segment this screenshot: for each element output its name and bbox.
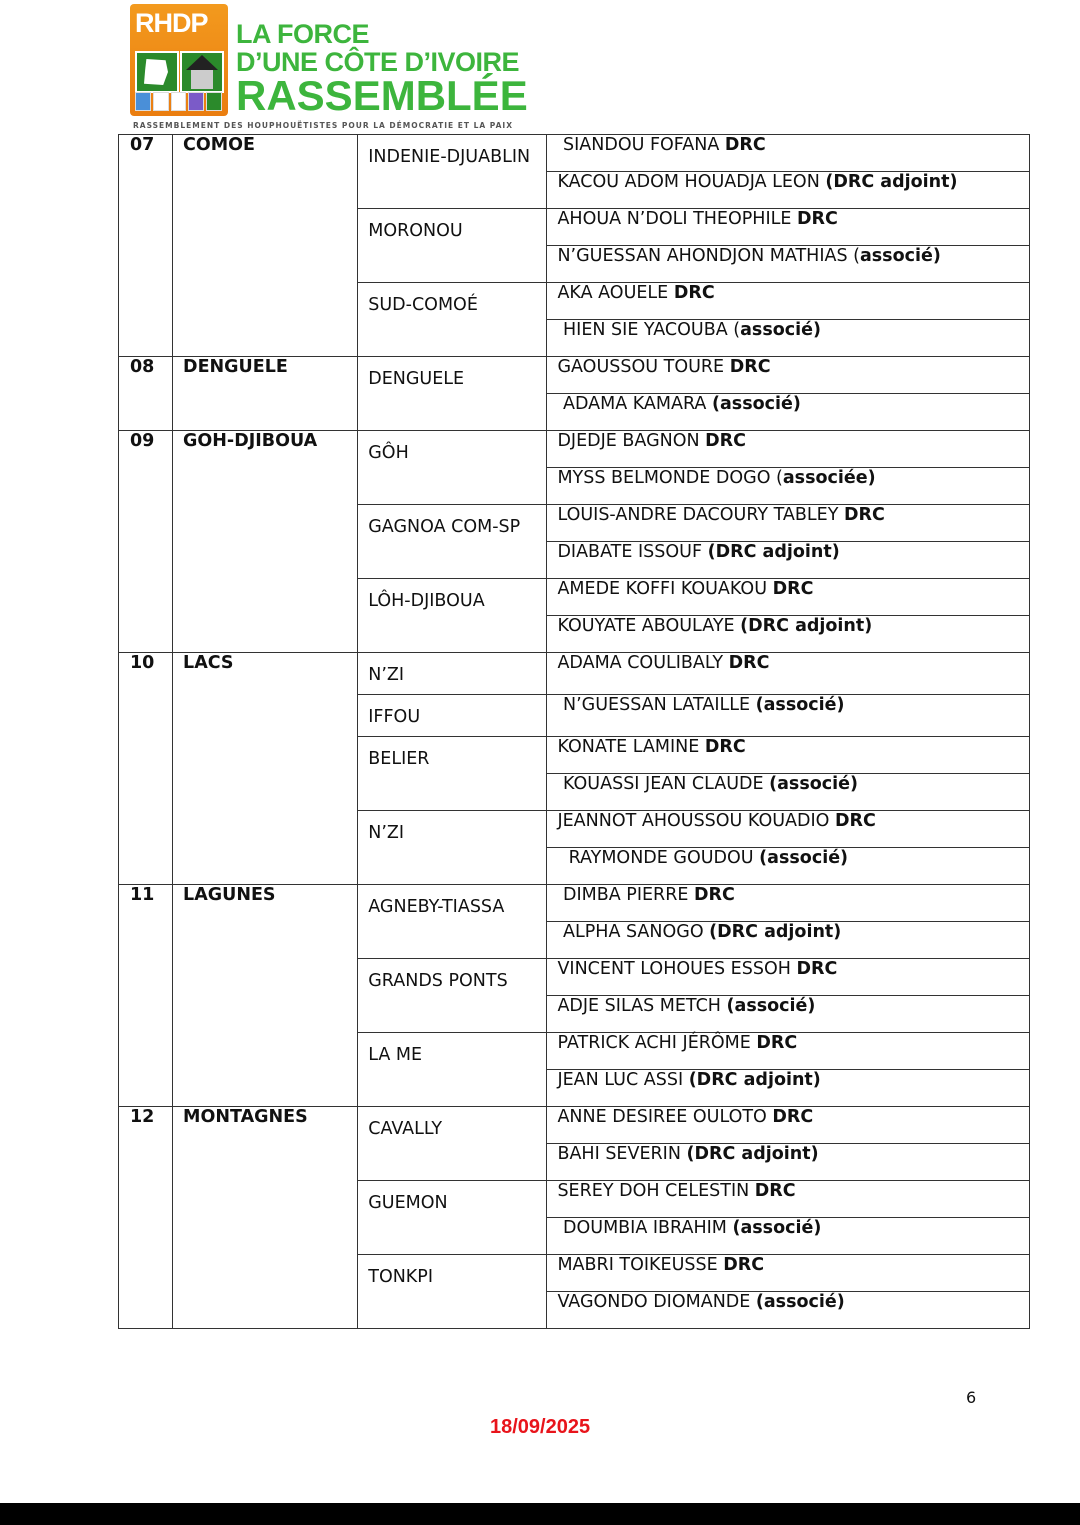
person-entry bbox=[547, 394, 1030, 431]
person-role: DRC bbox=[772, 1107, 814, 1127]
person-name: LOUIS-ANDRE DACOURY TABLEY bbox=[557, 505, 844, 525]
ivory-coast-map-icon bbox=[135, 51, 179, 93]
person-name: DIMBA PIERRE bbox=[557, 885, 695, 905]
person-role: associé) bbox=[740, 320, 822, 340]
person-role: DRC bbox=[834, 811, 876, 831]
person-role: associé) bbox=[859, 246, 941, 266]
document-date: 18/09/2025 bbox=[490, 1416, 591, 1438]
region-number: 12 bbox=[119, 1107, 173, 1329]
person-role: DRC bbox=[704, 737, 746, 757]
region-name: GOH-DJIBOUA bbox=[173, 431, 358, 653]
department-name: N’ZI bbox=[358, 811, 547, 885]
region-number: 09 bbox=[119, 431, 173, 653]
person-name: SEREY DOH CELESTIN bbox=[557, 1181, 755, 1201]
rhdp-logo bbox=[130, 4, 228, 116]
person-entry bbox=[547, 542, 1030, 579]
person-entry bbox=[547, 1255, 1030, 1292]
person-name: JEAN LUC ASSI bbox=[557, 1070, 689, 1090]
person-entry bbox=[547, 922, 1030, 959]
person-role: DRC bbox=[796, 959, 838, 979]
region-name: MONTAGNES bbox=[173, 1107, 358, 1329]
person-role: DRC bbox=[797, 209, 838, 229]
person-name: KACOU ADOM HOUADJA LEON bbox=[557, 172, 826, 192]
department-name: LA ME bbox=[358, 1033, 547, 1107]
person-entry bbox=[547, 959, 1030, 996]
person-entry bbox=[547, 737, 1030, 774]
person-entry bbox=[547, 616, 1030, 653]
department-name: LÔH-DJIBOUA bbox=[358, 579, 547, 653]
bottom-bar bbox=[0, 1503, 1080, 1525]
person-role: associée) bbox=[782, 468, 876, 488]
person-entry bbox=[547, 283, 1030, 320]
person-entry bbox=[547, 172, 1030, 209]
person-entry bbox=[547, 848, 1030, 885]
person-role: (associé) bbox=[732, 1218, 822, 1238]
person-name: VINCENT LOHOUES ESSOH bbox=[557, 959, 797, 979]
person-name: GAOUSSOU TOURE bbox=[557, 357, 730, 377]
person-role: DRC bbox=[723, 1255, 765, 1275]
person-role: (DRC adjoint) bbox=[709, 922, 842, 942]
person-entry bbox=[547, 774, 1030, 811]
region-name: DENGUELE bbox=[173, 357, 358, 431]
person-name: N’GUESSAN AHONDJON MATHIAS ( bbox=[557, 246, 860, 266]
slogan-line-2: D’UNE CÔTE D’IVOIRE bbox=[236, 47, 520, 77]
person-name: ADJE SILAS METCH bbox=[557, 996, 727, 1016]
person-role: (associé) bbox=[726, 996, 816, 1016]
person-name: HIEN SIE YACOUBA ( bbox=[557, 320, 741, 340]
table-row bbox=[119, 1107, 1030, 1144]
person-entry bbox=[547, 505, 1030, 542]
person-name: AKA AOUELE bbox=[557, 283, 674, 303]
person-entry bbox=[547, 209, 1030, 246]
table-row bbox=[119, 357, 1030, 394]
department-name: TONKPI bbox=[358, 1255, 547, 1329]
person-name: BAHI SEVERIN bbox=[557, 1144, 687, 1164]
person-entry bbox=[547, 320, 1030, 357]
person-role: (associé) bbox=[755, 1292, 845, 1312]
page-number: 6 bbox=[966, 1388, 977, 1407]
person-entry bbox=[547, 468, 1030, 505]
person-entry bbox=[547, 653, 1030, 695]
person-role: (DRC adjoint) bbox=[688, 1070, 821, 1090]
person-role: (associé) bbox=[759, 848, 849, 868]
department-name: GRANDS PONTS bbox=[358, 959, 547, 1033]
region-number: 10 bbox=[119, 653, 173, 885]
person-name: JEANNOT AHOUSSOU KOUADIO bbox=[557, 811, 835, 831]
person-name: PATRICK ACHI JÉRÔME bbox=[557, 1033, 757, 1053]
table-row bbox=[119, 135, 1030, 172]
region-number: 08 bbox=[119, 357, 173, 431]
person-entry bbox=[547, 1070, 1030, 1107]
person-role: (associé) bbox=[711, 394, 801, 414]
person-role: DRC bbox=[772, 579, 814, 599]
department-name: CAVALLY bbox=[358, 1107, 547, 1181]
party-emblems-strip bbox=[135, 92, 222, 111]
person-role: DRC bbox=[673, 283, 715, 303]
person-role: DRC bbox=[694, 885, 735, 905]
person-name: AHOUA N’DOLI THEOPHILE bbox=[557, 209, 798, 229]
person-entry bbox=[547, 431, 1030, 468]
person-name: N’GUESSAN LATAILLE bbox=[557, 695, 756, 715]
person-name: VAGONDO DIOMANDE bbox=[557, 1292, 756, 1312]
department-name: IFFOU bbox=[358, 695, 547, 737]
person-name: SIANDOU FOFANA bbox=[557, 135, 725, 155]
person-entry bbox=[547, 246, 1030, 283]
person-role: DRC bbox=[729, 357, 771, 377]
person-role: DRC bbox=[724, 135, 766, 155]
person-name: KOUYATE ABOULAYE bbox=[557, 616, 741, 636]
region-name: LACS bbox=[173, 653, 358, 885]
person-role: (associé) bbox=[769, 774, 859, 794]
person-name: DJEDJE BAGNON bbox=[557, 431, 706, 451]
person-name: DIABATE ISSOUF bbox=[557, 542, 708, 562]
person-role: (DRC adjoint) bbox=[707, 542, 840, 562]
department-name: GÔH bbox=[358, 431, 547, 505]
person-entry bbox=[547, 996, 1030, 1033]
person-entry bbox=[547, 885, 1030, 922]
person-role: DRC bbox=[705, 431, 747, 451]
person-entry bbox=[547, 1292, 1030, 1329]
person-role: (DRC adjoint) bbox=[740, 616, 873, 636]
hut-icon bbox=[180, 51, 224, 93]
logo-text: RHDP bbox=[135, 8, 208, 38]
person-name: DOUMBIA IBRAHIM bbox=[557, 1218, 733, 1238]
person-entry bbox=[547, 135, 1030, 172]
person-role: (DRC adjoint) bbox=[686, 1144, 819, 1164]
person-name: ADAMA COULIBALY bbox=[557, 653, 729, 673]
person-entry bbox=[547, 1218, 1030, 1255]
person-name: MYSS BELMONDE DOGO ( bbox=[557, 468, 783, 488]
region-number: 11 bbox=[119, 885, 173, 1107]
person-name: ADAMA KAMARA bbox=[557, 394, 712, 414]
table-row bbox=[119, 431, 1030, 468]
region-name: LAGUNES bbox=[173, 885, 358, 1107]
department-name: AGNEBY-TIASSA bbox=[358, 885, 547, 959]
person-role: (DRC adjoint) bbox=[825, 172, 958, 192]
person-entry bbox=[547, 1033, 1030, 1070]
person-entry bbox=[547, 811, 1030, 848]
person-name: MABRI TOIKEUSSE bbox=[557, 1255, 724, 1275]
party-tagline: RASSEMBLEMENT DES HOUPHOUËTISTES POUR LA DÉMOCRATIE ET LA PAIX bbox=[133, 121, 513, 130]
department-name: BELIER bbox=[358, 737, 547, 811]
person-name: ANNE DESIREE OULOTO bbox=[557, 1107, 773, 1127]
table-row bbox=[119, 885, 1030, 922]
person-name: RAYMONDE GOUDOU bbox=[557, 848, 760, 868]
slogan-line-1: LA FORCE bbox=[236, 19, 369, 49]
person-entry bbox=[547, 1181, 1030, 1218]
person-role: DRC bbox=[756, 1033, 798, 1053]
region-name: COMOE bbox=[173, 135, 358, 357]
person-entry bbox=[547, 695, 1030, 737]
department-name: GAGNOA COM-SP bbox=[358, 505, 547, 579]
table-row bbox=[119, 653, 1030, 695]
person-entry bbox=[547, 1107, 1030, 1144]
person-name: AMEDE KOFFI KOUAKOU bbox=[557, 579, 773, 599]
slogan-line-3: RASSEMBLÉE bbox=[236, 72, 528, 119]
person-entry bbox=[547, 579, 1030, 616]
department-name: INDENIE-DJUABLIN bbox=[358, 135, 547, 209]
person-role: DRC bbox=[843, 505, 885, 525]
person-entry bbox=[547, 357, 1030, 394]
slogan bbox=[236, 19, 528, 119]
department-name: DENGUELE bbox=[358, 357, 547, 431]
region-number: 07 bbox=[119, 135, 173, 357]
regional-directors-table bbox=[118, 134, 1030, 1329]
person-name: KONATE LAMINE bbox=[557, 737, 705, 757]
department-name: GUEMON bbox=[358, 1181, 547, 1255]
person-role: DRC bbox=[728, 653, 770, 673]
department-name: N’ZI bbox=[358, 653, 547, 695]
person-name: KOUASSI JEAN CLAUDE bbox=[557, 774, 770, 794]
person-name: ALPHA SANOGO bbox=[557, 922, 710, 942]
department-name: MORONOU bbox=[358, 209, 547, 283]
person-role: (associé) bbox=[755, 695, 845, 715]
department-name: SUD-COMOÉ bbox=[358, 283, 547, 357]
person-entry bbox=[547, 1144, 1030, 1181]
person-role: DRC bbox=[754, 1181, 796, 1201]
